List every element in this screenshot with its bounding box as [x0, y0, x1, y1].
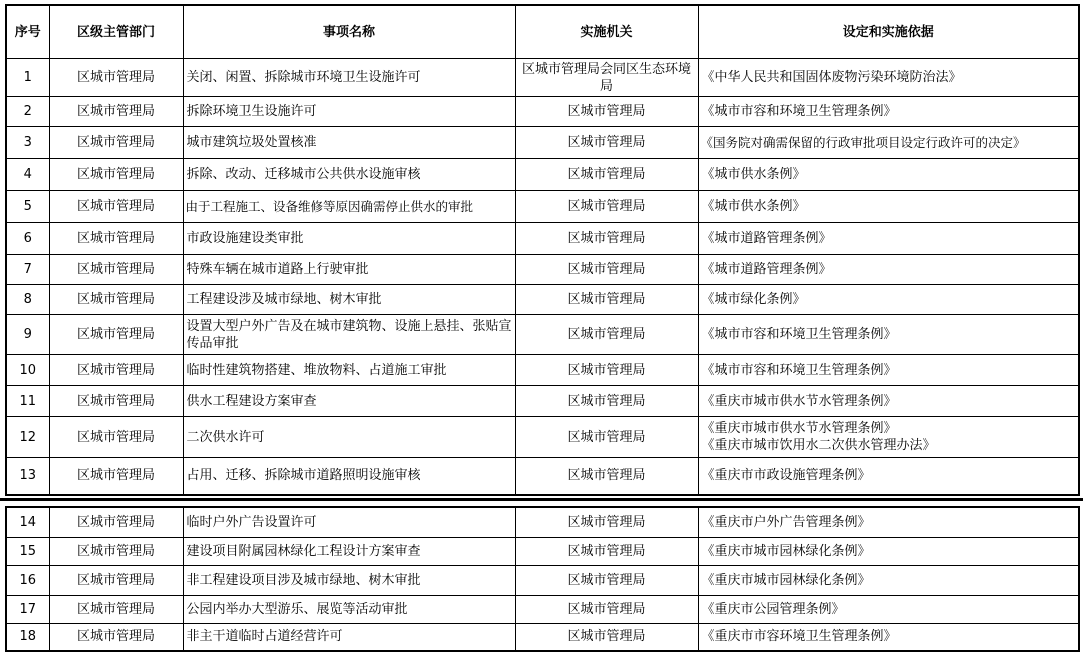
header-no: 序号	[6, 5, 49, 59]
cell-basis-line-1: 《重庆市城市供水节水管理条例》	[701, 421, 897, 436]
cell-no: 12	[6, 417, 49, 458]
cell-item: 由于工程施工、设备维修等原因确需停止供水的审批	[183, 191, 515, 223]
cell-no: 6	[6, 223, 49, 255]
cell-agency: 区城市管理局	[515, 127, 698, 159]
cell-dept: 区城市管理局	[49, 223, 183, 255]
cell-no: 8	[6, 285, 49, 315]
cell-agency: 区城市管理局	[515, 386, 698, 417]
table-row	[6, 255, 1079, 285]
table-row	[6, 355, 1079, 386]
cell-basis: 《城市道路管理条例》	[698, 255, 1079, 285]
cell-no: 7	[6, 255, 49, 285]
cell-agency: 区城市管理局	[515, 191, 698, 223]
cell-dept: 区城市管理局	[49, 537, 183, 565]
cell-item: 占用、迁移、拆除城市道路照明设施审核	[183, 458, 515, 495]
header-item: 事项名称	[183, 5, 515, 59]
cell-item: 特殊车辆在城市道路上行驶审批	[183, 255, 515, 285]
cell-no: 9	[6, 315, 49, 355]
header-agency: 实施机关	[515, 5, 698, 59]
admin-approval-table-top	[5, 4, 1080, 496]
cell-agency: 区城市管理局	[515, 537, 698, 565]
page-break-line	[0, 498, 1083, 501]
table-row	[6, 59, 1079, 97]
cell-item: 公园内举办大型游乐、展览等活动审批	[183, 595, 515, 623]
cell-basis: 《城市绿化条例》	[698, 285, 1079, 315]
cell-dept: 区城市管理局	[49, 159, 183, 191]
cell-no: 16	[6, 565, 49, 595]
cell-item: 拆除、改动、迁移城市公共供水设施审核	[183, 159, 515, 191]
cell-item: 供水工程建设方案审查	[183, 386, 515, 417]
cell-no: 4	[6, 159, 49, 191]
cell-basis: 《重庆市公园管理条例》	[698, 595, 1079, 623]
cell-agency: 区城市管理局	[515, 507, 698, 537]
table-row	[6, 507, 1079, 537]
cell-item: 非工程建设项目涉及城市绿地、树木审批	[183, 565, 515, 595]
cell-agency: 区城市管理局	[515, 458, 698, 495]
cell-no: 13	[6, 458, 49, 495]
cell-item: 设置大型户外广告及在城市建筑物、设施上悬挂、张贴宣传品审批	[183, 315, 515, 355]
cell-basis-line-2: 《重庆市城市饮用水二次供水管理办法》	[701, 438, 936, 453]
cell-dept: 区城市管理局	[49, 59, 183, 97]
cell-no: 3	[6, 127, 49, 159]
admin-approval-table-bottom	[5, 506, 1080, 652]
cell-item: 城市建筑垃圾处置核准	[183, 127, 515, 159]
cell-dept: 区城市管理局	[49, 507, 183, 537]
cell-no: 18	[6, 623, 49, 651]
cell-basis: 《重庆市市容环境卫生管理条例》	[698, 623, 1079, 651]
cell-item: 建设项目附属园林绿化工程设计方案审查	[183, 537, 515, 565]
cell-dept: 区城市管理局	[49, 458, 183, 495]
cell-no: 17	[6, 595, 49, 623]
cell-basis: 《城市供水条例》	[698, 191, 1079, 223]
table-row	[6, 191, 1079, 223]
cell-no: 15	[6, 537, 49, 565]
cell-basis: 《城市市容和环境卫生管理条例》	[698, 355, 1079, 386]
table-row	[6, 386, 1079, 417]
cell-item: 临时户外广告设置许可	[183, 507, 515, 537]
cell-dept: 区城市管理局	[49, 191, 183, 223]
cell-item: 二次供水许可	[183, 417, 515, 458]
cell-item: 市政设施建设类审批	[183, 223, 515, 255]
cell-agency: 区城市管理局	[515, 565, 698, 595]
cell-agency: 区城市管理局	[515, 159, 698, 191]
cell-dept: 区城市管理局	[49, 285, 183, 315]
cell-no: 11	[6, 386, 49, 417]
header-basis: 设定和实施依据	[698, 5, 1079, 59]
cell-basis: 《中华人民共和国固体废物污染环境防治法》	[698, 59, 1079, 97]
cell-no: 2	[6, 97, 49, 127]
table-row	[6, 417, 1079, 458]
cell-agency: 区城市管理局会同区生态环境局	[515, 59, 698, 97]
cell-no: 1	[6, 59, 49, 97]
cell-dept: 区城市管理局	[49, 565, 183, 595]
table-row	[6, 285, 1079, 315]
table-row	[6, 127, 1079, 159]
cell-basis: 《重庆市市政设施管理条例》	[698, 458, 1079, 495]
cell-basis: 《城市供水条例》	[698, 159, 1079, 191]
cell-basis: 《城市道路管理条例》	[698, 223, 1079, 255]
cell-basis: 《国务院对确需保留的行政审批项目设定行政许可的决定》	[698, 127, 1079, 159]
cell-dept: 区城市管理局	[49, 595, 183, 623]
cell-no: 10	[6, 355, 49, 386]
header-dept: 区级主管部门	[49, 5, 183, 59]
cell-dept: 区城市管理局	[49, 355, 183, 386]
cell-basis: 《重庆市户外广告管理条例》	[698, 507, 1079, 537]
cell-item: 非主干道临时占道经营许可	[183, 623, 515, 651]
cell-basis: 《城市市容和环境卫生管理条例》	[698, 97, 1079, 127]
table-row	[6, 595, 1079, 623]
table-row	[6, 159, 1079, 191]
cell-dept: 区城市管理局	[49, 255, 183, 285]
table-header-row	[6, 5, 1079, 59]
cell-item: 拆除环境卫生设施许可	[183, 97, 515, 127]
cell-dept: 区城市管理局	[49, 97, 183, 127]
cell-agency: 区城市管理局	[515, 355, 698, 386]
cell-agency: 区城市管理局	[515, 285, 698, 315]
cell-dept: 区城市管理局	[49, 417, 183, 458]
cell-item: 临时性建筑物搭建、堆放物料、占道施工审批	[183, 355, 515, 386]
cell-agency: 区城市管理局	[515, 595, 698, 623]
cell-agency: 区城市管理局	[515, 97, 698, 127]
cell-agency: 区城市管理局	[515, 255, 698, 285]
table-row	[6, 565, 1079, 595]
table-row	[6, 315, 1079, 355]
cell-basis	[698, 417, 1079, 458]
table-row	[6, 223, 1079, 255]
cell-dept: 区城市管理局	[49, 386, 183, 417]
cell-dept: 区城市管理局	[49, 127, 183, 159]
cell-basis: 《城市市容和环境卫生管理条例》	[698, 315, 1079, 355]
cell-no: 14	[6, 507, 49, 537]
cell-agency: 区城市管理局	[515, 223, 698, 255]
cell-basis: 《重庆市城市供水节水管理条例》	[698, 386, 1079, 417]
table-row	[6, 623, 1079, 651]
cell-agency: 区城市管理局	[515, 417, 698, 458]
cell-agency: 区城市管理局	[515, 623, 698, 651]
cell-agency: 区城市管理局	[515, 315, 698, 355]
cell-basis: 《重庆市城市园林绿化条例》	[698, 565, 1079, 595]
cell-no: 5	[6, 191, 49, 223]
cell-item: 工程建设涉及城市绿地、树木审批	[183, 285, 515, 315]
table-row	[6, 97, 1079, 127]
table-row	[6, 458, 1079, 495]
cell-dept: 区城市管理局	[49, 315, 183, 355]
cell-basis: 《重庆市城市园林绿化条例》	[698, 537, 1079, 565]
table-row	[6, 537, 1079, 565]
cell-dept: 区城市管理局	[49, 623, 183, 651]
cell-item: 关闭、闲置、拆除城市环境卫生设施许可	[183, 59, 515, 97]
